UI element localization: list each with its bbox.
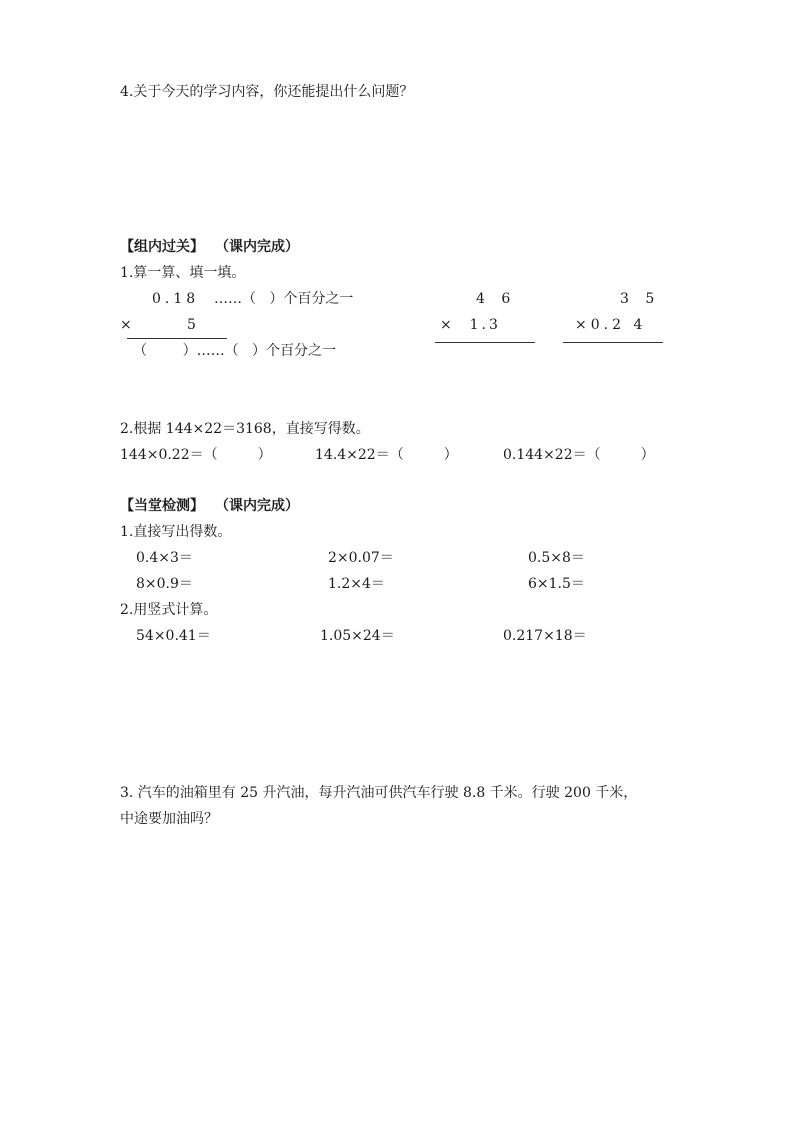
class-q1-r2-c3: 6×1.5＝ bbox=[528, 576, 585, 592]
class-q2-title: 2.用竖式计算。 bbox=[120, 602, 218, 618]
class-q3-line-2: 中途要加油吗？ bbox=[120, 811, 218, 827]
calc1-result-fill: （ ）……（ ）个百分之一 bbox=[133, 343, 336, 359]
group-q1-title: 1.算一算、填一填。 bbox=[120, 265, 246, 281]
calc1-top-fill: ……（ ）个百分之一 bbox=[214, 291, 354, 307]
calc1-line bbox=[127, 338, 227, 339]
class-q3-line-1: 3. 汽车的油箱里有 25 升汽油，每升汽油可供汽车行驶 8.8 千米。行驶 200 千米， bbox=[120, 785, 638, 801]
section-heading-class-check: 【当堂检测】 bbox=[120, 498, 204, 514]
class-q2-item-3: 0.217×18＝ bbox=[503, 628, 587, 644]
section-heading-group-check: 【组内过关】 bbox=[120, 239, 204, 255]
calc1-multiply-sign: × bbox=[120, 317, 132, 333]
question-4: 4.关于今天的学习内容，你还能提出什么问题？ bbox=[120, 84, 414, 100]
calc2-top: 4 6 bbox=[476, 291, 517, 307]
group-q2-item-1: 144×0.22＝（ ） bbox=[120, 447, 272, 463]
class-q1-r2-c1: 8×0.9＝ bbox=[136, 576, 193, 592]
group-q2-item-2: 14.4×22＝（ ） bbox=[315, 447, 458, 463]
calc2-line bbox=[435, 342, 535, 343]
calc1-multiplier: 5 bbox=[187, 317, 196, 333]
class-q1-r1-c3: 0.5×8＝ bbox=[528, 550, 585, 566]
class-q2-item-1: 54×0.41＝ bbox=[136, 628, 211, 644]
class-q1-r1-c2: 2×0.07＝ bbox=[328, 550, 394, 566]
section-note-class-check: （课内完成） bbox=[215, 498, 299, 514]
calc1-top: 0.18 bbox=[152, 291, 200, 307]
calc3-top: 3 5 bbox=[620, 291, 661, 307]
class-q1-r2-c2: 1.2×4＝ bbox=[328, 576, 385, 592]
calc2-bottom: × 1.3 bbox=[440, 317, 501, 333]
class-q2-item-2: 1.05×24＝ bbox=[320, 628, 395, 644]
section-note-group-check: （课内完成） bbox=[215, 239, 299, 255]
group-q2-item-3: 0.144×22＝（ ） bbox=[503, 447, 655, 463]
class-q1-title: 1.直接写出得数。 bbox=[120, 524, 232, 540]
calc3-bottom: ×0.2 4 bbox=[575, 317, 647, 333]
class-q1-r1-c1: 0.4×3＝ bbox=[136, 550, 193, 566]
calc3-line bbox=[563, 342, 663, 343]
group-q2-title: 2.根据 144×22＝3168，直接写得数。 bbox=[120, 421, 370, 437]
